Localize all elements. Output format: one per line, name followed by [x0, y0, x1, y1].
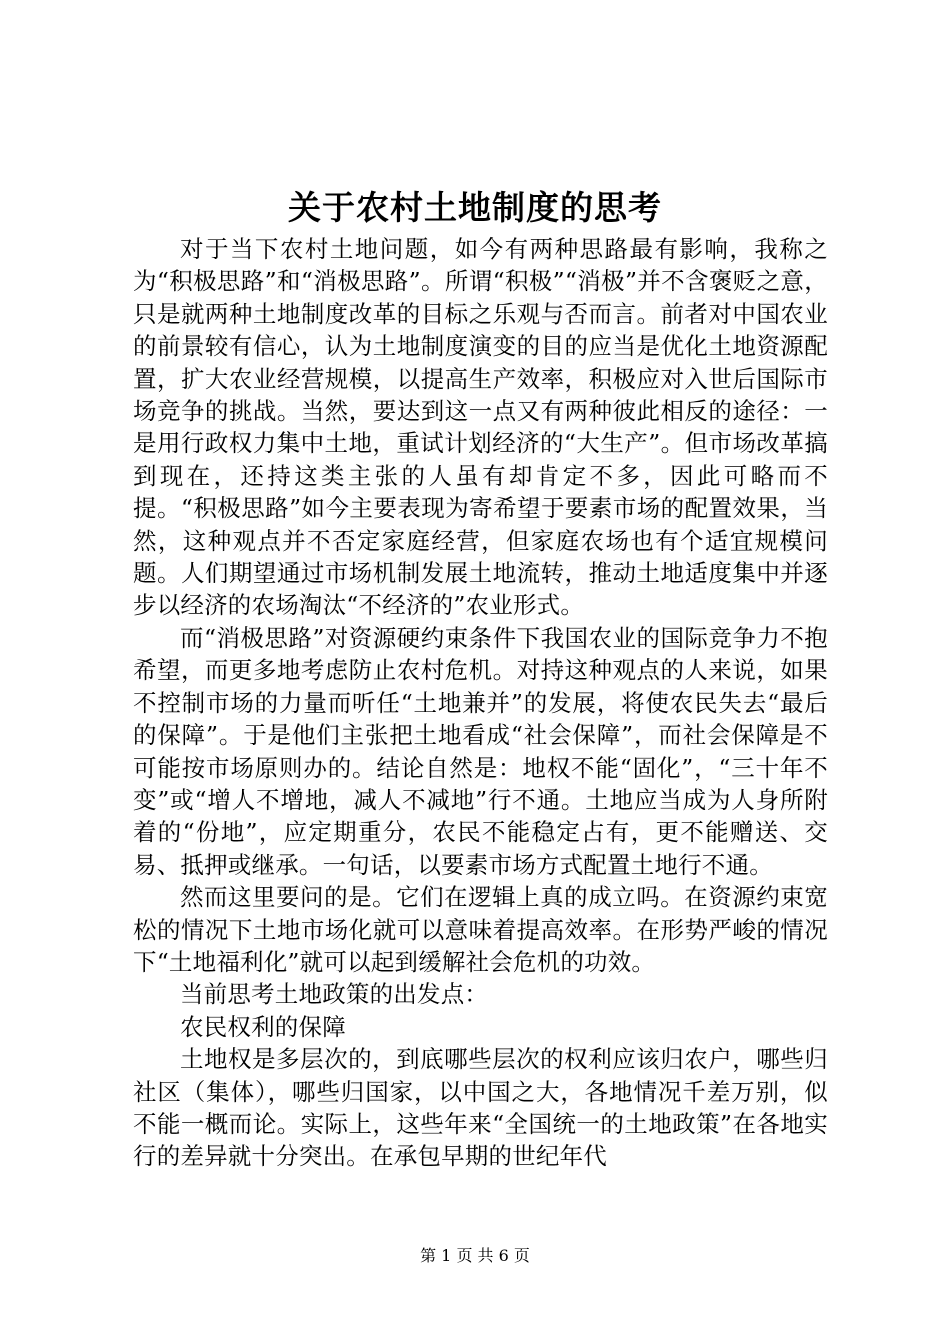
- section-heading: 农民权利的保障: [180, 1012, 346, 1041]
- paragraph: 然而这里要问的是。它们在逻辑上真的成立吗。在资源约束宽松的情况下土地市场化就可以意味着提高效率。在形势严峻的情况下“土地福利化”就可以起到缓解社会危机的功效。: [133, 883, 828, 976]
- document-body: [133, 233, 828, 1173]
- document-title: 关于农村土地制度的思考: [288, 188, 662, 227]
- section-heading: 当前思考土地政策的出发点：: [180, 980, 489, 1009]
- page-number-footer: 第 1 页 共 6 页: [420, 1246, 530, 1265]
- paragraph: 对于当下农村土地问题，如今有两种思路最有影响，我称之为“积极思路”和“消极思路”。所谓“积极”“消极”并不含褒贬之意，只是就两种土地制度改革的目标之乐观与否而言。前者对中国农业的前景较有信心，认为土地制度演变的目的应当是优化土地资源配置，扩大农业经营规模，以提高生产效率，积极应对入世后国际市场竞争的挑战。当然，要达到这一点又有两种彼此相反的途径：一是用行政权力集中土地，重试计划经济的“大生产”。但市场改革搞到现在，还持这类主张的人虽有却肯定不多，因此可略而不提。“积极思路”如今主要表现为寄希望于要素市场的配置效果，当然，这种观点并不否定家庭经营，但家庭农场也有个适宜规模问题。人们期望通过市场机制发展土地流转，推动土地适度集中并逐步以经济的农场淘汰“不经济的”农业形式。: [133, 235, 828, 620]
- paragraph: 土地权是多层次的，到底哪些层次的权利应该归农户，哪些归社区（集体），哪些归国家，以中国之大，各地情况千差万别，似不能一概而论。实际上，这些年来“全国统一的土地政策”在各地实行的差异就十分突出。在承包早期的世纪年代: [133, 1045, 828, 1171]
- paragraph: 而“消极思路”对资源硬约束条件下我国农业的国际竞争力不抱希望，而更多地考虑防止农村危机。对持这种观点的人来说，如果不控制市场的力量而听任“土地兼并”的发展，将使农民失去“最后的保障”。于是他们主张把土地看成“社会保障”，而社会保障是不可能按市场原则办的。结论自然是：地权不能“固化”，“三十年不变”或“增人不增地，减人不减地”行不通。土地应当成为人身所附着的“份地”，应定期重分，农民不能稳定占有，更不能赠送、交易、抵押或继承。一句话，以要素市场方式配置土地行不通。: [133, 623, 828, 879]
